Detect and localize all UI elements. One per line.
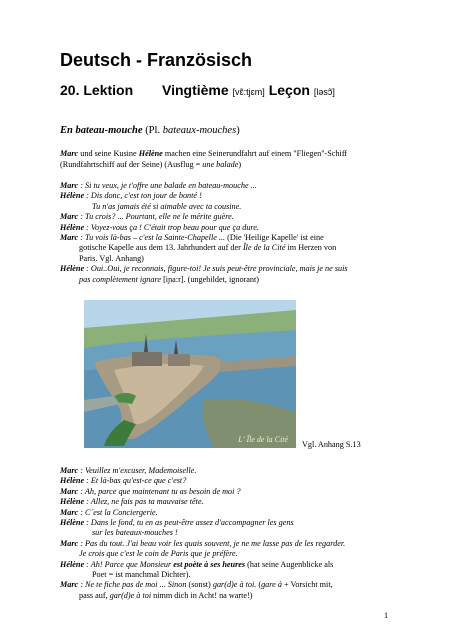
- lesson-heading: [60, 82, 335, 98]
- dialog-part-1: Marc : Si tu veux, je t'offre une balade en bateau-mouche ... Hélène : Dis donc, c'est ton jour de bonté ! Tu n'as jamais été si aimable avec ta cousine. Marc : Tu crois? ... Pourtant, elle ne le mérite guère. Hélène : Voyez-vous ça ! C'était trop beau pour que ça dure. Marc : Tu vois là-bas – c'est la Sainte-Chapelle ... (Die 'Heilige Kapelle' ist eine gotische Kapelle aus dem 13. Jahrhundert auf der Île de la Cité im Herzen von Paris. Vgl. Anhang) Hélène : Oui..Oui, je reconnais, figure-toi! Je suis peut-être provinciale, mais je ne suis pas complètement ignare [iɲa:r]. (ungebildet, ignorant): [60, 181, 348, 284]
- dialog-part-2: Marc : Veuillez m'excuser, Mademoiselle. Hélène : Et là-bas qu'est-ce que c'est? Marc : Ah, parce que maintenant tu as besoin de moi ? Hélène : Allez, ne fais pas ta mauvaise tête. Marc : C´est la Conciergerie. Hélène : Dans le fond, tu en as peut-être assez d'accompagner les gens sur les bateaux-mouches ! Marc : Pas du tout. J'ai beau voir les quais souvent, je ne me lasse pas de les regarder. Je crois que c'est le coin de Paris que je préfère. Hélène : Ah! Parce que Monsieur est poète à ses heures (hat seine Augenblicke als Poet = ist manchmal Dichter). Marc : Ne te fiche pas de moi ... Sinon (sonst) gar(d)e à toi. (gare à + Vorsicht mit, pass auf, gar(d)e à toi nimm dich in Acht! na warte!): [60, 466, 346, 600]
- page-number: 1: [384, 611, 389, 620]
- document-title: Deutsch - Französisch: [60, 50, 253, 70]
- topic-heading: En bateau-mouche (Pl. bateaux-mouches): [60, 125, 240, 136]
- intro-paragraph: Marc und seine Kusine Hélène machen eine Seinerundfahrt auf einem "Fliegen"-Schiff (Rundfahrtschiff auf der Seine) (Ausflug = une balade): [60, 149, 348, 169]
- lesson-word-fr: Leçon: [268, 82, 310, 98]
- ile-de-la-cite-photo: [84, 300, 296, 448]
- lesson-word-ipa: [ləsɔ̃]: [313, 87, 335, 97]
- lesson-number: 20. Lektion: [60, 82, 134, 98]
- topic-title: En bateau-mouche: [60, 125, 143, 136]
- photo-reference: Vgl. Anhang S.13: [302, 440, 361, 449]
- lesson-ordinal-fr: Vingtième: [162, 82, 229, 98]
- photo-caption: L' Île de la Cité: [238, 435, 288, 444]
- lesson-ordinal-ipa: [vɛ̃:tjɛm]: [232, 87, 265, 97]
- aerial-island-illustration: [84, 300, 296, 448]
